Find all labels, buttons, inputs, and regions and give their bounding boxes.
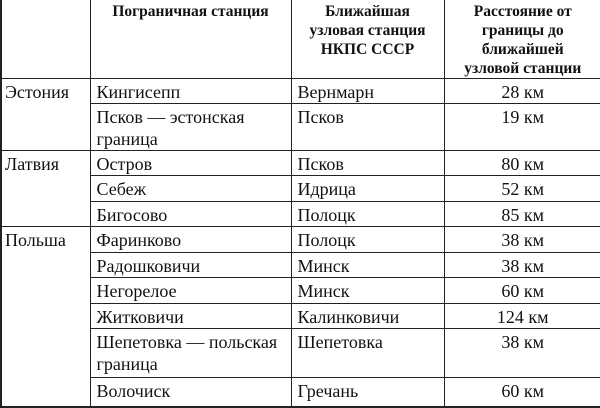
station-cell: Радошковичи bbox=[90, 253, 291, 278]
country-cell: Латвия bbox=[1, 151, 90, 227]
junction-cell: Минск bbox=[291, 278, 444, 304]
junction-cell: Калинковичи bbox=[291, 304, 444, 329]
header-junction-station: Ближайшая узловая станция НКПС СССР bbox=[291, 0, 444, 79]
table-row bbox=[1, 329, 600, 378]
header-distance: Расстояние от границы до ближайшей узловой станции bbox=[444, 0, 600, 79]
table-row bbox=[1, 151, 600, 176]
station-cell: Житковичи bbox=[90, 304, 291, 329]
distance-cell: 52 км bbox=[444, 176, 600, 202]
header-row bbox=[1, 0, 600, 79]
junction-cell: Полоцк bbox=[291, 227, 444, 253]
station-cell: Остров bbox=[90, 151, 291, 176]
table-row bbox=[1, 176, 600, 202]
junction-cell: Шепетовка bbox=[291, 329, 444, 378]
station-cell: Себеж bbox=[90, 176, 291, 202]
distance-cell: 80 км bbox=[444, 151, 600, 176]
distance-cell: 60 км bbox=[444, 278, 600, 304]
header-country bbox=[1, 0, 90, 79]
country-cell: Польша bbox=[1, 227, 90, 407]
table-row bbox=[1, 253, 600, 278]
table-row bbox=[1, 227, 600, 253]
table-row bbox=[1, 304, 600, 329]
junction-cell: Вернмарн bbox=[291, 79, 444, 104]
header-border-station: Пограничная станция bbox=[90, 0, 291, 79]
junction-cell: Псков bbox=[291, 151, 444, 176]
junction-cell: Идрица bbox=[291, 176, 444, 202]
distance-cell: 60 км bbox=[444, 378, 600, 407]
table-row bbox=[1, 378, 600, 407]
junction-cell: Гречань bbox=[291, 378, 444, 407]
distance-cell: 38 км bbox=[444, 227, 600, 253]
station-cell: Кингисепп bbox=[90, 79, 291, 104]
station-cell: Шепетовка — польская граница bbox=[90, 329, 291, 378]
station-cell: Фаринково bbox=[90, 227, 291, 253]
distance-cell: 38 км bbox=[444, 329, 600, 378]
station-cell: Негорелое bbox=[90, 278, 291, 304]
junction-cell: Псков bbox=[291, 104, 444, 151]
junction-cell: Минск bbox=[291, 253, 444, 278]
station-cell: Псков — эстонская граница bbox=[90, 104, 291, 151]
station-cell: Волочиск bbox=[90, 378, 291, 407]
distance-cell: 38 км bbox=[444, 253, 600, 278]
distance-cell: 19 км bbox=[444, 104, 600, 151]
junction-cell: Полоцк bbox=[291, 202, 444, 227]
table-row bbox=[1, 79, 600, 104]
station-cell: Бигосово bbox=[90, 202, 291, 227]
table-row bbox=[1, 278, 600, 304]
table-row bbox=[1, 202, 600, 227]
distance-cell: 124 км bbox=[444, 304, 600, 329]
country-cell: Эстония bbox=[1, 79, 90, 151]
table-row bbox=[1, 104, 600, 151]
distance-cell: 28 км bbox=[444, 79, 600, 104]
distance-cell: 85 км bbox=[444, 202, 600, 227]
